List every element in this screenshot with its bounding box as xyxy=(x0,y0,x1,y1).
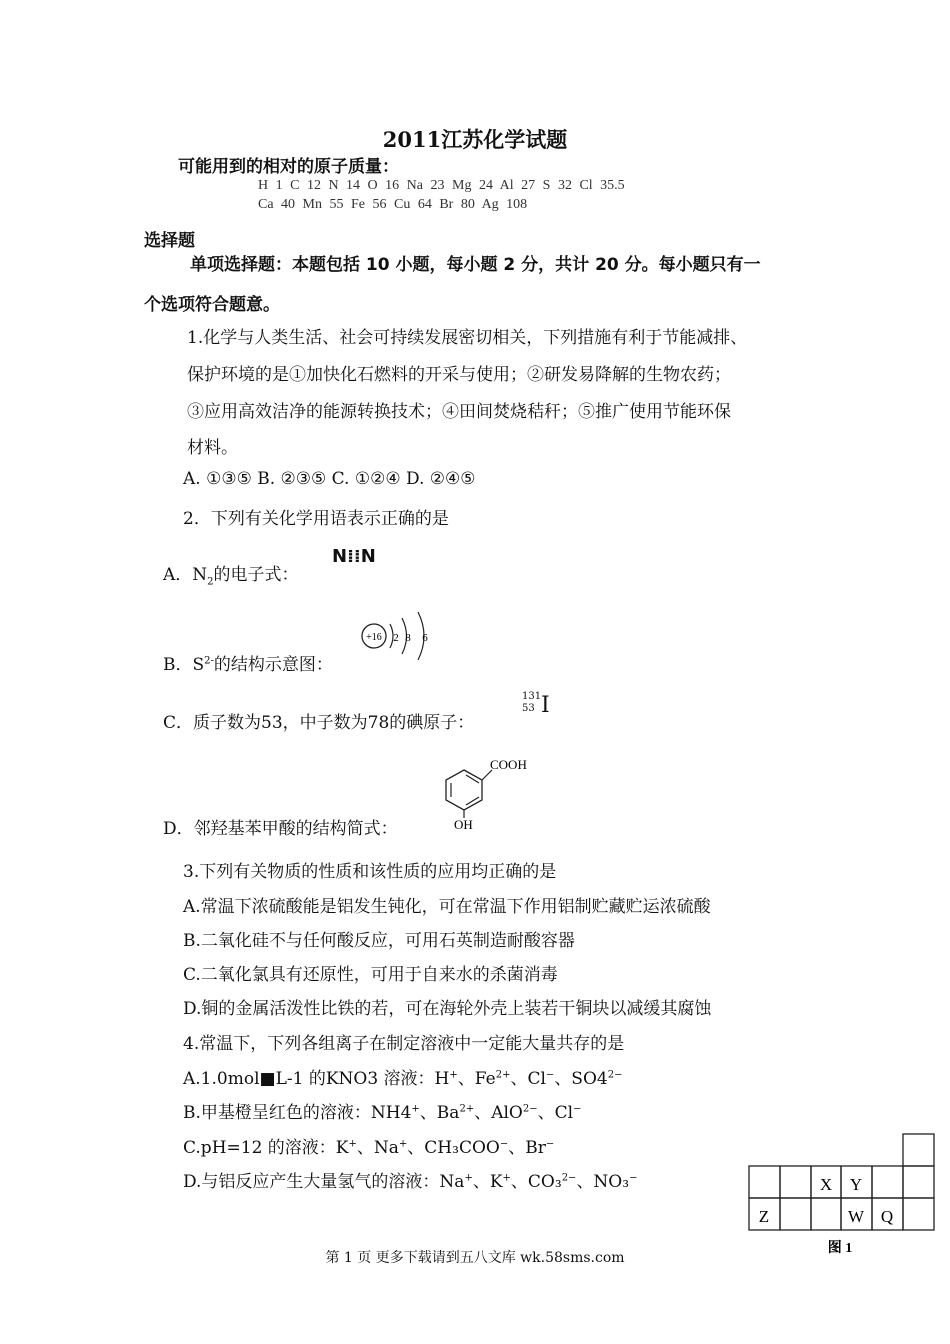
q1-line-3: ③应用高效洁净的能源转换技术；④田间焚烧秸秆；⑤推广使用节能环保 xyxy=(187,402,731,422)
q4-b-cl: 、Cl xyxy=(537,1103,574,1123)
q4-c-ch3coo: 、CH₃COO xyxy=(407,1138,500,1158)
q2-b-suffix: 的结构示意图： xyxy=(213,655,333,675)
q3-option-b: B.二氧化硅不与任何酸反应，可用石英制造耐酸容器 xyxy=(183,931,575,951)
q4-a-fe: 、Fe xyxy=(457,1069,496,1089)
q2-a-prefix: A．N xyxy=(163,565,208,585)
grid-cell xyxy=(780,1198,811,1230)
q3-stem: 3.下列有关物质的性质和该性质的应用均正确的是 xyxy=(183,862,557,882)
q2-option-a xyxy=(163,560,299,587)
q4-b-text: B.甲基橙呈红色的溶液：NH4 xyxy=(183,1103,412,1123)
nucleus-charge: +16 xyxy=(366,632,382,643)
ring-double-bond-2 xyxy=(466,775,479,783)
iodine-symbol: I xyxy=(541,693,550,718)
figure-caption: 图 1 xyxy=(827,1241,853,1256)
q4-c-text: C.pH=12 的溶液：K xyxy=(183,1138,349,1158)
q4-d-no3: 、NO₃ xyxy=(576,1172,630,1192)
q3-option-c: C.二氧化氯具有还原性，可用于自来水的杀菌消毒 xyxy=(183,965,558,985)
q4-c-br: 、Br xyxy=(508,1138,546,1158)
element-z: Z xyxy=(758,1207,770,1226)
iodine-nuclide xyxy=(522,691,541,715)
iodine-mass-number: 131 xyxy=(522,691,542,702)
q4-option-d: D.与铝反应产生大量氢气的溶液：Na+、K+、CO₃$^{2-}$、NO₃− xyxy=(183,1172,638,1192)
grid-cell xyxy=(872,1166,903,1198)
periodic-table-figure xyxy=(745,1130,940,1260)
element-y: Y xyxy=(849,1175,863,1194)
section-heading: 选择题 xyxy=(144,231,195,251)
grid-cell xyxy=(749,1166,780,1198)
q4-option-a: A.1.0mol■L-1 的KNO3 溶液：H+、$Fe^{2+}$、Cl−、$SO4^{2-}$ xyxy=(183,1069,623,1089)
q4-d-k: 、K xyxy=(472,1172,503,1192)
n2-electron-formula xyxy=(332,546,376,567)
q4-option-b: B.甲基橙呈红色的溶液：NH4+、$Ba^{2+}$、AlO$^{2-}$、Cl− xyxy=(183,1103,582,1123)
q1-line-4: 材料。 xyxy=(187,438,238,458)
atomic-mass-line-2: Ca 40 Mn 55 Fe 56 Cu 64 Br 80 Ag 108 xyxy=(258,197,528,212)
q2-b-prefix: B．S xyxy=(163,655,205,675)
q4-a-so4: 、SO4 xyxy=(554,1069,608,1089)
atomic-mass-line-1: H 1 C 12 N 14 O 16 Na 23 Mg 24 Al 27 S 32 Cl 35.5 xyxy=(258,178,625,193)
q4-a-text: A.1.0mol■L-1 的KNO3 溶液：H xyxy=(183,1069,450,1089)
shell-2-count: 8 xyxy=(405,632,411,644)
q1-line-2: 保护环境的是①加快化石燃料的开采与使用；②研发易降解的生物农药； xyxy=(187,365,731,385)
q4-stem: 4.常温下，下列各组离子在制定溶液中一定能大量共存的是 xyxy=(183,1034,625,1054)
sulfide-structure-diagram xyxy=(358,608,438,668)
grid-cell xyxy=(780,1166,811,1198)
q4-b-ba: 、Ba xyxy=(419,1103,460,1123)
oh-group: OH xyxy=(454,817,473,832)
hydroxybenzoic-acid-structure xyxy=(436,752,546,832)
iodine-atomic-number: 53 xyxy=(522,703,535,714)
grid-cell xyxy=(903,1166,934,1198)
element-x: X xyxy=(819,1175,833,1194)
q4-b-alo: 、AlO xyxy=(474,1103,523,1123)
q2-option-c: C．质子数为53，中子数为78的碘原子： xyxy=(163,713,475,733)
q2-option-d: D．邻羟基苯甲酸的结构简式： xyxy=(163,819,398,839)
q2-stem: 2．下列有关化学用语表示正确的是 xyxy=(183,509,449,529)
ring-double-bond-3 xyxy=(466,797,479,805)
element-w: W xyxy=(847,1207,865,1226)
q2-a-subscript: 2 xyxy=(207,576,214,588)
shell-3-count: 6 xyxy=(422,632,428,644)
q1-line-1: 1.化学与人类生活、社会可持续发展密切相关，下列措施有利于节能减排、 xyxy=(187,328,748,348)
q3-option-a: A.常温下浓硫酸能是铝发生钝化，可在常温下作用铝制贮藏贮运浓硫酸 xyxy=(183,897,711,917)
shell-1-count: 2 xyxy=(393,632,399,644)
atomic-mass-label: 可能用到的相对的原子质量： xyxy=(178,157,399,177)
grid-cell xyxy=(903,1134,934,1166)
n2-right-atom: N xyxy=(360,546,376,567)
page-footer: 第 1 页 更多下载请到五八文库 wk.58sms.com xyxy=(325,1250,625,1266)
q4-d-co3: 、CO₃ xyxy=(510,1172,562,1192)
instruction-line-2: 个选项符合题意。 xyxy=(144,295,280,315)
q4-c-na: 、Na xyxy=(356,1138,399,1158)
q2-a-suffix: 的电子式： xyxy=(213,565,299,585)
grid-cell xyxy=(903,1198,934,1230)
n2-triple-bond-dots: ⁞⁞ xyxy=(347,546,361,567)
q2-b-superscript: 2- xyxy=(204,655,214,667)
n2-left-atom: N xyxy=(332,546,348,567)
q1-options: A. ①③⑤ B. ②③⑤ C. ①②④ D. ②④⑤ xyxy=(183,469,476,489)
q2-option-b xyxy=(163,650,333,675)
q4-d-text: D.与铝反应产生大量氢气的溶液：Na xyxy=(183,1172,465,1192)
q4-a-cl: 、Cl xyxy=(510,1069,546,1089)
page-title: 2011江苏化学试题 xyxy=(382,127,568,152)
q4-option-c: C.pH=12 的溶液：K+、Na+、CH₃COO−、Br− xyxy=(183,1138,555,1158)
grid-cell xyxy=(811,1198,841,1230)
element-q: Q xyxy=(880,1207,894,1226)
instruction-line-1: 单项选择题：本题包括 10 小题，每小题 2 分，共计 20 分。每小题只有一 xyxy=(190,255,761,275)
q3-option-d: D.铜的金属活泼性比铁的若，可在海轮外壳上装若干铜块以减缓其腐蚀 xyxy=(183,999,712,1019)
cooh-group: COOH xyxy=(490,757,527,772)
